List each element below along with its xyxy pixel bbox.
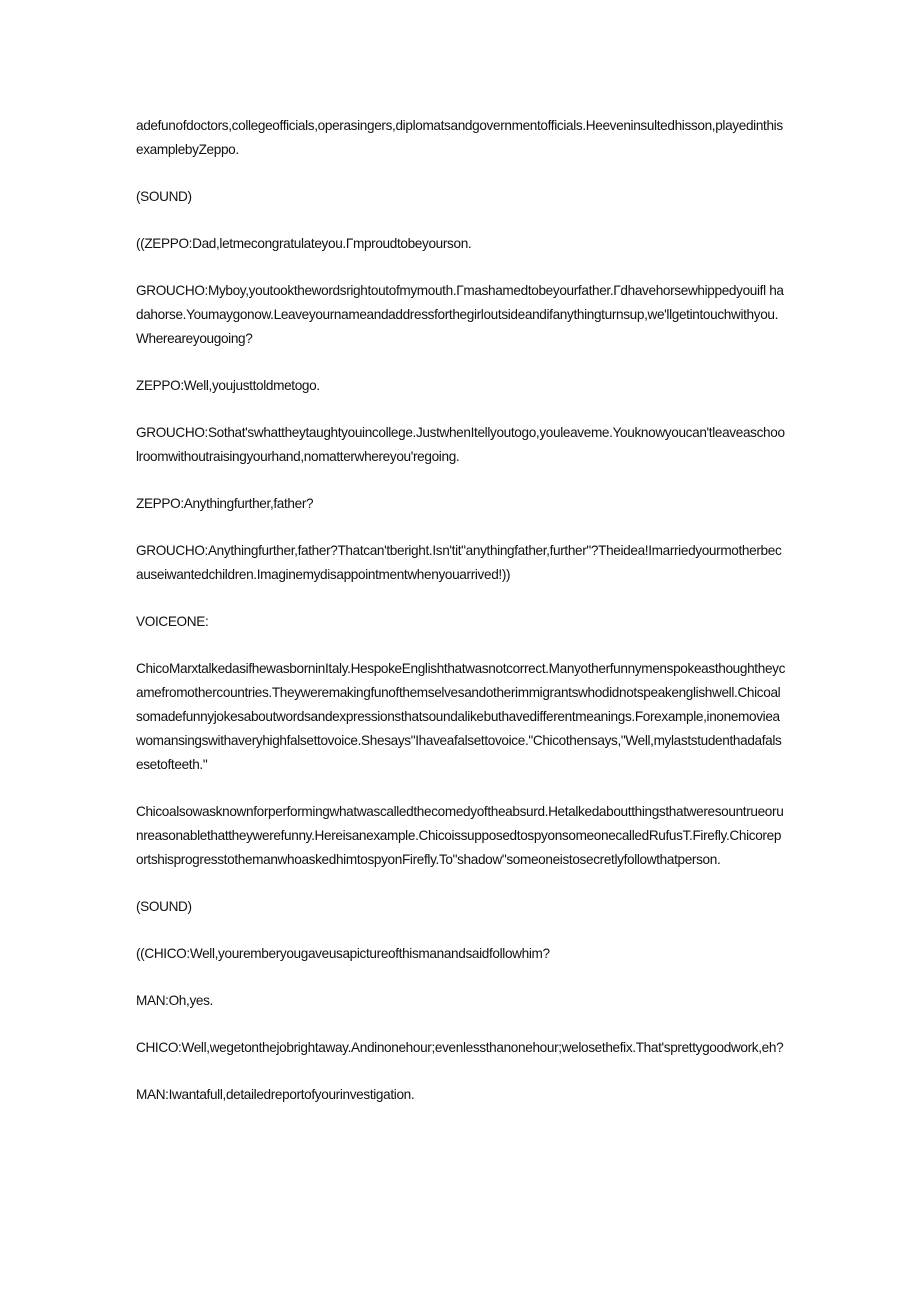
dialogue-line: GROUCHO:Myboy,youtookthewordsrightoutofmymouth.Γmashamedtobeyourfather.Γdhavehorsewhippedyouifl hadahorse.Youmaygonow.Leaveyournameandaddressforthegirloutsideandifanythingturnsup,we'llgetintouchwithyou.Whereareyougoing? — [136, 283, 784, 346]
sound-cue: (SOUND) — [136, 189, 192, 204]
document-body — [136, 114, 786, 1130]
dialogue-line: MAN:Iwantafull,detailedreportofyourinvestigation. — [136, 1087, 415, 1102]
narration-paragraph: Chicoalsowasknownforperformingwhatwascalledthecomedyoftheabsurd.Hetalkedaboutthingsthatweresountrueorunreasonablethattheywerefunny.Hereisanexample.ChicoissupposedtospyonsomeonecalledRufusT.Firefly.ChicoreportshisprogresstothemanwhoaskedhimtospyonFirefly.To"shadow"someoneistosecretlyfollowthatperson. — [136, 804, 784, 867]
dialogue-line: ((CHICO:Well,youremberyougaveusapictureofthismanandsaidfollowhim? — [136, 946, 550, 961]
dialogue-line: GROUCHO:Anythingfurther,father?Thatcan'tberight.Isn'tit"anythingfather,further"?Theidea!Imarriedyourmotherbecauseiwantedchildren.Imaginemydisappointmentwhenyouarrived!)) — [136, 543, 782, 582]
dialogue-line: ZEPPO:Anythingfurther,father? — [136, 496, 314, 511]
speaker-label: VOICEONE: — [136, 614, 209, 629]
dialogue-line: ZEPPO:Well,youjusttoldmetogo. — [136, 378, 320, 393]
paragraph-intro: adefunofdoctors,collegeofficials,operasingers,diplomatsandgovernmentofficials.Heeveninsultedhisson,playedinthisexamplebyZeppo. — [136, 118, 783, 157]
dialogue-line: MAN:Oh,yes. — [136, 993, 213, 1008]
narration-paragraph: ChicoMarxtalkedasifhewasborninItaly.HespokeEnglishthatwasnotcorrect.Manyotherfunnymenspokeasthoughtheycamefromothercountries.Theyweremakingfunofthemselvesandotherimmigrantswhodidnotspeakenglishwell.Chicoalsomadefunnyjokesaboutwordsandexpressionsthatsoundalikebuthavedifferentmeanings.Forexample,inonemovieawomansingswithaveryhighfalsettovoice.Shesays"Ihaveafalsettovoice."Chicothensays,"Well,mylaststudenthadafalsesetofteeth." — [136, 661, 786, 772]
dialogue-line: CHICO:Well,wegetonthejobrightaway.Andinonehour;evenlessthanonehour;welosethefix.That'sprettygoodwork,eh? — [136, 1040, 784, 1055]
dialogue-line: GROUCHO:Sothat'swhattheytaughtyouincollege.JustwhenItellyoutogo,youleaveme.Youknowyoucan'tleaveaschoolroomwithoutraisingyourhand,nomatterwhereyou'regoing. — [136, 425, 785, 464]
sound-cue: (SOUND) — [136, 899, 192, 914]
dialogue-line: ((ZEPPO:Dad,letmecongratulateyou.Γmproudtobeyourson. — [136, 236, 472, 251]
